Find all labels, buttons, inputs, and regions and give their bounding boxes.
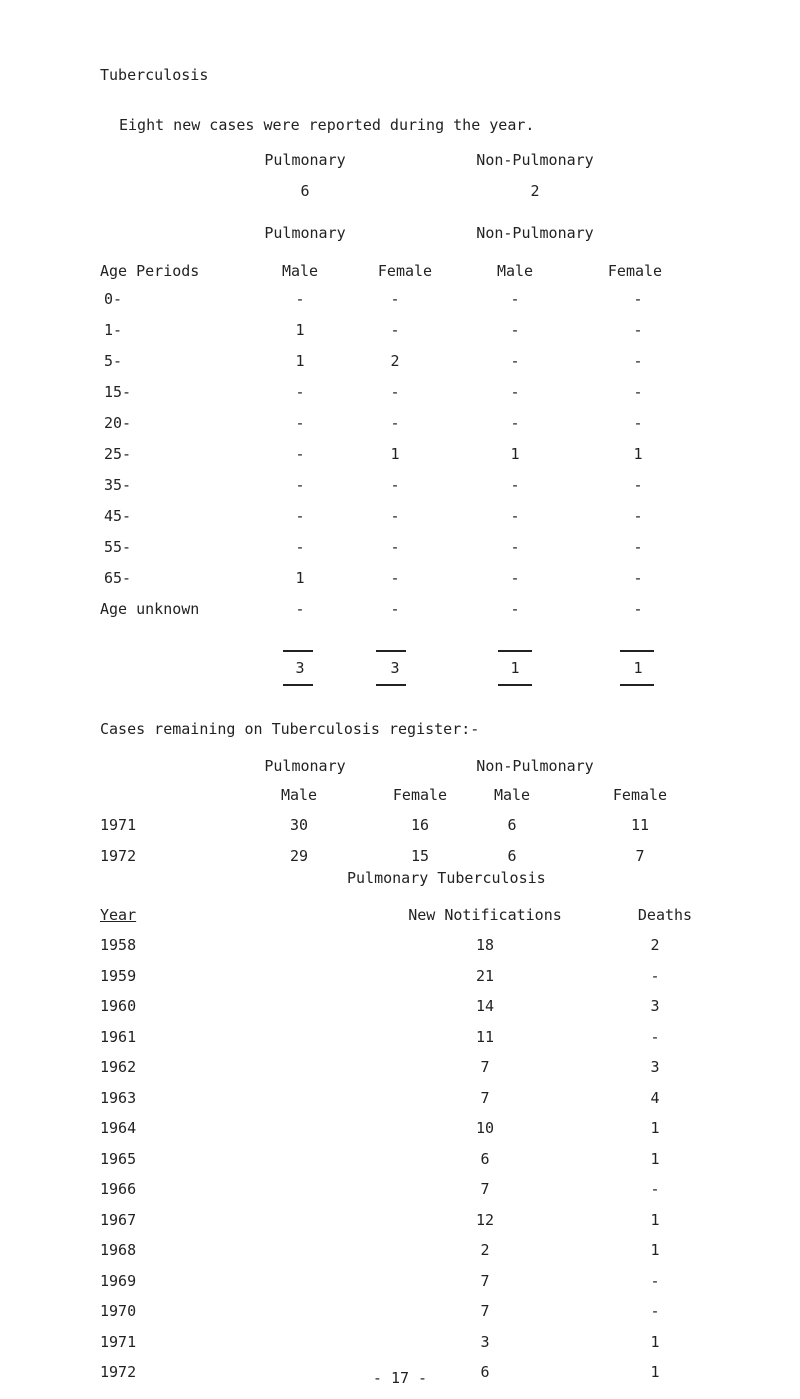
notifications-row xyxy=(0,1333,800,1353)
register-cell: 29 xyxy=(289,847,309,865)
notifications-col-year: Year xyxy=(100,906,137,924)
total-rule-top xyxy=(620,650,654,652)
register-col-male-np: Male xyxy=(493,786,531,804)
register-year: 1971 xyxy=(100,816,137,834)
register-heading: Cases remaining on Tuberculosis register:- xyxy=(100,720,480,738)
notifications-new-count: 10 xyxy=(475,1119,495,1137)
age-table-cell: - xyxy=(510,414,520,432)
register-cell: 6 xyxy=(507,816,517,834)
age-table-cell: 1 xyxy=(295,352,305,370)
age-table-cell: - xyxy=(510,352,520,370)
total-rule-top xyxy=(376,650,406,652)
notifications-year: 1960 xyxy=(100,997,137,1015)
notifications-header-row xyxy=(0,906,800,926)
notifications-row xyxy=(0,1180,800,1200)
notifications-year: 1958 xyxy=(100,936,137,954)
age-table-row xyxy=(0,290,800,310)
age-table-cell: - xyxy=(510,600,520,618)
summary-header-pulmonary: Pulmonary xyxy=(264,151,346,169)
notifications-col-deaths: Deaths xyxy=(637,906,693,924)
age-table-cell: 2 xyxy=(390,352,400,370)
notifications-year: 1966 xyxy=(100,1180,137,1198)
age-table-cell: - xyxy=(510,383,520,401)
age-table-cell: - xyxy=(633,290,643,308)
age-table-cell: - xyxy=(510,507,520,525)
notifications-year: 1962 xyxy=(100,1058,137,1076)
total-non-pulmonary-female: 1 xyxy=(633,659,643,677)
register-col-male: Male xyxy=(280,786,318,804)
age-period-label: 25- xyxy=(104,445,132,463)
age-table-row xyxy=(0,569,800,589)
notifications-new-count: 7 xyxy=(480,1302,490,1320)
age-table-group-pulmonary: Pulmonary xyxy=(264,224,346,242)
age-table-cell: - xyxy=(390,383,400,401)
intro-text: Eight new cases were reported during the year. xyxy=(119,116,535,134)
age-table-row xyxy=(0,352,800,372)
age-table-cell: - xyxy=(390,414,400,432)
age-table-cell: - xyxy=(633,321,643,339)
notifications-new-count: 12 xyxy=(475,1210,495,1229)
register-cell: 6 xyxy=(507,847,517,865)
summary-value-pulmonary: 6 xyxy=(300,182,310,200)
notifications-row xyxy=(0,1302,800,1322)
age-table-group-non-pulmonary: Non-Pulmonary xyxy=(476,224,594,242)
register-cell: 16 xyxy=(410,816,430,834)
age-table-row xyxy=(0,321,800,341)
age-table-col-male-np: Male xyxy=(496,262,534,280)
notifications-new-count: 11 xyxy=(475,1027,495,1046)
summary-header-non-pulmonary: Non-Pulmonary xyxy=(476,151,594,169)
notifications-deaths: - xyxy=(650,1027,660,1046)
age-table-cell: 1 xyxy=(633,445,643,463)
age-table-row xyxy=(0,414,800,434)
age-table-cell: - xyxy=(390,600,400,618)
age-period-label: 55- xyxy=(104,538,132,556)
notifications-row xyxy=(0,1089,800,1109)
notifications-year: 1972 xyxy=(100,1363,137,1381)
age-table-cell: 1 xyxy=(295,321,305,339)
total-rule-top xyxy=(498,650,532,652)
notifications-new-count: 7 xyxy=(480,1088,490,1107)
age-table-col-male: Male xyxy=(281,262,319,280)
notifications-row xyxy=(0,1272,800,1292)
age-table-row xyxy=(0,476,800,496)
age-table-cell: - xyxy=(295,476,305,494)
notifications-deaths: 1 xyxy=(650,1210,660,1229)
total-pulmonary-male: 3 xyxy=(295,659,305,677)
age-table-col-female-np: Female xyxy=(607,262,663,280)
age-table-cell: - xyxy=(633,352,643,370)
notifications-deaths: 1 xyxy=(650,1363,660,1381)
notifications-deaths: - xyxy=(650,1180,660,1198)
register-col-female-np: Female xyxy=(612,786,668,804)
age-table-cell: 1 xyxy=(390,445,400,463)
register-year: 1972 xyxy=(100,847,137,865)
notifications-new-count: 7 xyxy=(480,1180,490,1198)
register-col-female: Female xyxy=(392,786,448,804)
age-table-cell: - xyxy=(633,476,643,494)
notifications-deaths: - xyxy=(650,1302,660,1320)
notifications-deaths: 1 xyxy=(650,1241,660,1259)
notifications-new-count: 18 xyxy=(475,936,495,954)
notifications-row xyxy=(0,997,800,1017)
total-rule-bottom xyxy=(498,684,532,686)
notifications-row xyxy=(0,1119,800,1139)
notifications-deaths: 3 xyxy=(650,997,660,1015)
age-table-cell: - xyxy=(295,600,305,618)
age-table-totals-row xyxy=(0,659,800,679)
notifications-heading: Pulmonary Tuberculosis xyxy=(347,869,546,887)
notifications-year: 1964 xyxy=(100,1119,137,1137)
total-rule-bottom xyxy=(620,684,654,686)
notifications-row xyxy=(0,1150,800,1170)
age-period-label: 5- xyxy=(104,352,123,370)
notifications-new-count: 2 xyxy=(480,1241,490,1259)
age-table-cell: - xyxy=(510,290,520,308)
notifications-year: 1968 xyxy=(100,1241,137,1259)
age-period-label: 1- xyxy=(104,321,123,339)
age-table-cell: - xyxy=(390,507,400,525)
register-cell: 30 xyxy=(289,816,309,834)
age-table-cell: - xyxy=(390,538,400,556)
register-cell: 15 xyxy=(410,847,430,865)
age-table-cell: - xyxy=(510,321,520,339)
age-period-label: 0- xyxy=(104,290,123,308)
age-table-header-row xyxy=(0,262,800,282)
age-period-label: 35- xyxy=(104,476,132,494)
register-header-row xyxy=(0,786,800,806)
age-table-cell: - xyxy=(633,600,643,618)
notifications-new-count: 14 xyxy=(475,997,495,1015)
notifications-new-count: 7 xyxy=(480,1271,490,1290)
age-table-cell: - xyxy=(295,383,305,401)
age-table-cell: - xyxy=(295,538,305,556)
notifications-new-count: 6 xyxy=(480,1363,490,1381)
notifications-deaths: 4 xyxy=(650,1088,660,1107)
notifications-year: 1961 xyxy=(100,1027,137,1046)
total-rule-top xyxy=(283,650,313,652)
age-table-row xyxy=(0,507,800,527)
age-table-row xyxy=(0,445,800,465)
notifications-new-count: 6 xyxy=(480,1149,490,1168)
notifications-row xyxy=(0,967,800,987)
notifications-year: 1970 xyxy=(100,1302,137,1320)
age-table-cell: - xyxy=(295,290,305,308)
register-group-non-pulmonary: Non-Pulmonary xyxy=(476,757,594,775)
age-table-col-age: Age Periods xyxy=(100,262,200,280)
page-number: - 17 - xyxy=(372,1369,428,1387)
notifications-deaths: 2 xyxy=(650,936,660,954)
notifications-row xyxy=(0,1058,800,1078)
age-table-cell: - xyxy=(390,321,400,339)
age-period-label: 20- xyxy=(104,414,132,432)
notifications-year: 1971 xyxy=(100,1332,137,1351)
notifications-deaths: 3 xyxy=(650,1058,660,1076)
age-table-cell: 1 xyxy=(295,569,305,587)
notifications-year: 1965 xyxy=(100,1149,137,1168)
age-table-col-female: Female xyxy=(377,262,433,280)
notifications-year: 1967 xyxy=(100,1210,137,1229)
notifications-row xyxy=(0,1028,800,1048)
notifications-deaths: 1 xyxy=(650,1332,660,1351)
age-table-cell: - xyxy=(390,476,400,494)
notifications-year: 1959 xyxy=(100,966,137,985)
notifications-new-count: 3 xyxy=(480,1332,490,1351)
age-period-label: Age unknown xyxy=(100,600,200,618)
notifications-new-count: 7 xyxy=(480,1058,490,1076)
register-group-pulmonary: Pulmonary xyxy=(264,757,346,775)
age-table-cell: - xyxy=(510,569,520,587)
age-period-label: 15- xyxy=(104,383,132,401)
age-table-cell: - xyxy=(633,569,643,587)
notifications-year: 1969 xyxy=(100,1271,137,1290)
register-row xyxy=(0,816,800,836)
age-table-cell: - xyxy=(633,538,643,556)
register-row xyxy=(0,847,800,867)
page-title: Tuberculosis xyxy=(100,66,209,84)
total-non-pulmonary-male: 1 xyxy=(510,659,520,677)
total-rule-bottom xyxy=(376,684,406,686)
age-table-cell: - xyxy=(510,538,520,556)
register-cell: 7 xyxy=(635,847,645,865)
notifications-deaths: - xyxy=(650,966,660,985)
age-table-cell: - xyxy=(510,476,520,494)
age-period-label: 65- xyxy=(104,569,132,587)
notifications-deaths: 1 xyxy=(650,1149,660,1168)
total-pulmonary-female: 3 xyxy=(390,659,400,677)
notifications-new-count: 21 xyxy=(475,966,495,985)
age-table-cell: - xyxy=(633,507,643,525)
age-table-row xyxy=(0,383,800,403)
summary-value-non-pulmonary: 2 xyxy=(530,182,540,200)
notifications-col-new: New Notifications xyxy=(408,906,562,924)
age-table-cell: - xyxy=(390,290,400,308)
age-table-cell: - xyxy=(295,414,305,432)
age-table-cell: - xyxy=(295,507,305,525)
age-table-cell: - xyxy=(633,383,643,401)
notifications-year: 1963 xyxy=(100,1088,137,1107)
age-table-row xyxy=(0,538,800,558)
total-rule-bottom xyxy=(283,684,313,686)
notifications-row xyxy=(0,1211,800,1231)
notifications-deaths: 1 xyxy=(650,1119,660,1137)
register-cell: 11 xyxy=(630,816,650,834)
age-table-cell: - xyxy=(633,414,643,432)
age-table-cell: - xyxy=(295,445,305,463)
age-period-label: 45- xyxy=(104,507,132,525)
age-table-cell: 1 xyxy=(510,445,520,463)
age-table-row xyxy=(0,600,800,620)
notifications-row xyxy=(0,1241,800,1261)
notifications-deaths: - xyxy=(650,1271,660,1290)
age-table-cell: - xyxy=(390,569,400,587)
notifications-row xyxy=(0,936,800,956)
